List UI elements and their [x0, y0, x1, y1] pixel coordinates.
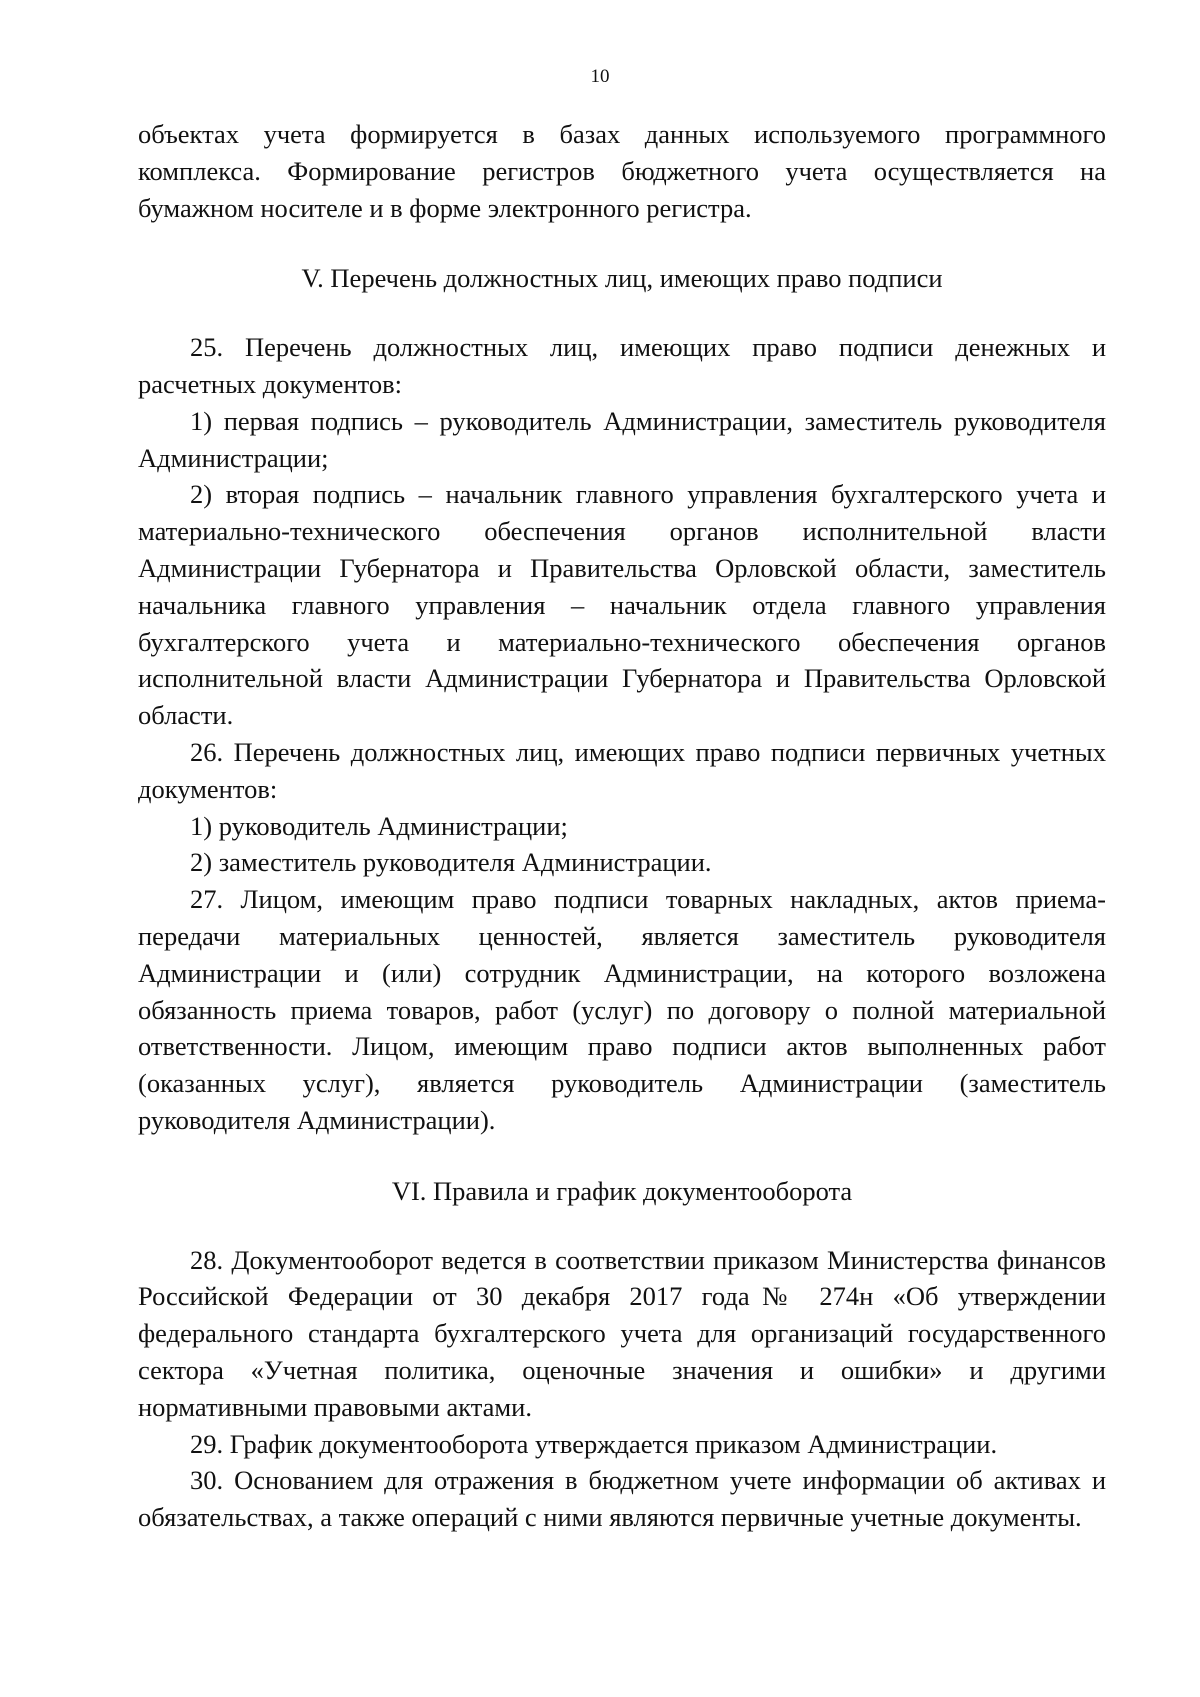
- paragraph-25: 25. Перечень должностных лиц, имеющих право подписи денежных и расчетных документов:: [138, 332, 1106, 399]
- section-heading-vi: VI. Правила и график документооборота: [391, 1175, 853, 1206]
- section-heading-v: V. Перечень должностных лиц, имеющих право подписи: [301, 263, 943, 294]
- paragraph-26-item-2: 2) заместитель руководителя Администрации.: [190, 847, 712, 878]
- paragraph-30: 30. Основанием для отражения в бюджетном учете информации об активах и обязательствах, а также операций с ними являются первичные учетные документы.: [138, 1465, 1106, 1533]
- document-body: [138, 116, 1106, 1536]
- paragraph-28: 28. Документооборот ведется в соответствии приказом Министерства финансов Российской Федерации от 30 декабря 2017 года№ 274н «Об утверждении федерального стандарта бухгалтерского учета для организаций государственного сектора «Учетная политика, оценочные значения и ошибки» и другими нормативными правовыми актами.: [138, 1244, 1106, 1422]
- paragraph-26: 26. Перечень должностных лиц, имеющих право подписи первичных учетных документов:: [138, 736, 1106, 804]
- page-number: 10: [590, 66, 610, 87]
- paragraph-26-item-1: 1) руководитель Администрации;: [190, 810, 568, 841]
- intro-paragraph: объектах учета формируется в базах данных используемого программного комплекса. Формирование регистров бюджетного учета осуществляется на бумажном носителе и в форме электронного регистра.: [138, 119, 1106, 223]
- paragraph-25-item-2: 2) вторая подпись – начальник главного управления бухгалтерского учета и материально-технического обеспечения органов исполнительной власти Администрации Губернатора и Правительства Орловской области, заместитель начальника главного управления – начальник отдела главного управления бухгалтерского учета и материально-технического обеспечения органов исполнительной власти Администрации Губернатора и Правительства Орловской области.: [138, 479, 1106, 731]
- paragraph-27: 27. Лицом, имеющим право подписи товарных накладных, актов приема-передачи материальных ценностей, является заместитель руководителя Администрации и (или) сотрудник Администрации, на которого возложена обязанность приема товаров, работ (услуг) по договору о полной материальной ответственности. Лицом, имеющим право подписи актов выполненных работ (оказанных услуг), является руководитель Администрации (заместитель руководителя Администрации).: [138, 884, 1106, 1135]
- paragraph-25-item-1: 1) первая подпись – руководитель Администрации, заместитель руководителя Администрации;: [138, 405, 1106, 473]
- paragraph-29: 29. График документооборота утверждается приказом Администрации.: [190, 1428, 998, 1459]
